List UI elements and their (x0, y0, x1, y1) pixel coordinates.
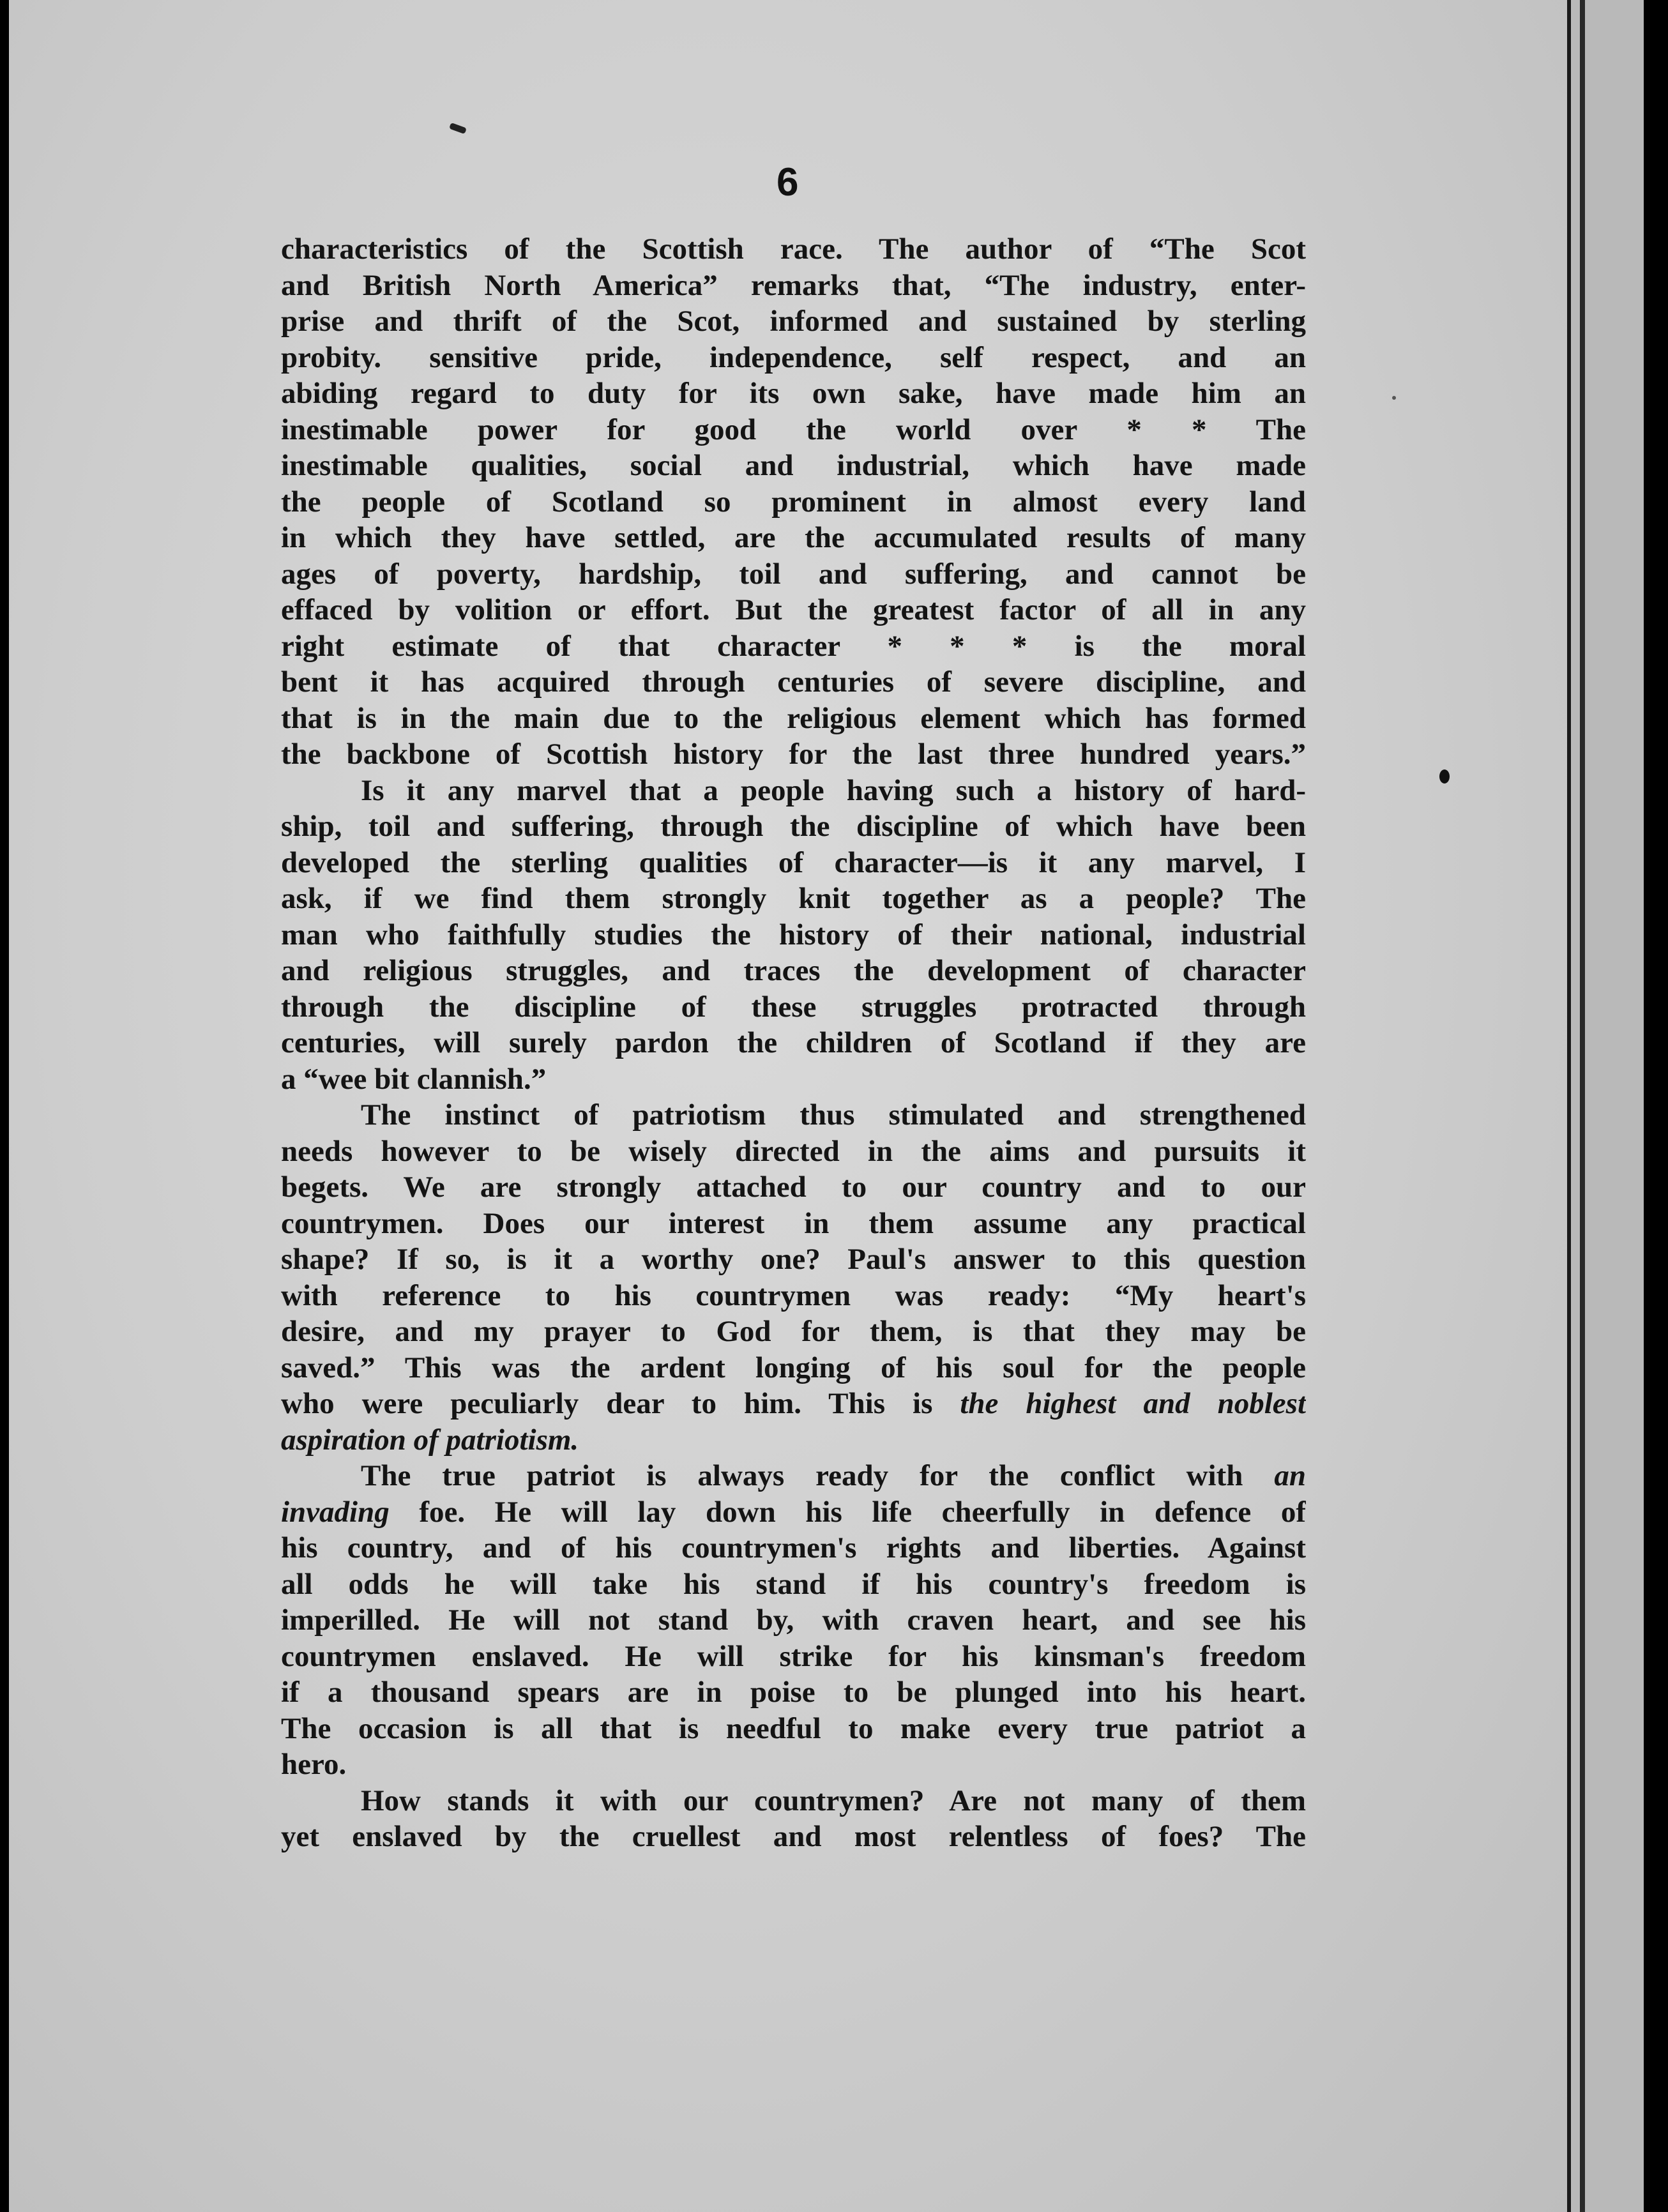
text-line: developed the sterling qualities of character—is it any marvel, I (281, 845, 1306, 879)
text-line: through the discipline of these struggles protracted through (281, 990, 1306, 1024)
text-line: aspiration of patriotism. (281, 1423, 579, 1457)
text-line: The occasion is all that is needful to make every true patriot a (281, 1711, 1306, 1745)
text-segment: The true patriot is always ready for the conflict with (361, 1459, 1243, 1492)
text-line: the people of Scotland so prominent in almost every land (281, 485, 1306, 519)
paragraph-1 (281, 231, 1306, 773)
text-line: man who faithfully studies the history of their national, industrial (281, 918, 1306, 951)
text-line: all odds he will take his stand if his country's freedom is (281, 1567, 1306, 1601)
ink-mark (449, 123, 467, 134)
paragraph-4 (281, 1458, 1306, 1783)
text-line: centuries, will surely pardon the children of Scotland if they are (281, 1026, 1306, 1059)
text-line: imperilled. He will not stand by, with craven heart, and see his (281, 1603, 1306, 1637)
text-segment: who were peculiarly dear to him. This is (281, 1387, 933, 1420)
text-line: prise and thrift of the Scot, informed and sustained by sterling (281, 305, 1306, 338)
ink-speck (1439, 769, 1450, 784)
text-line: and British North America” remarks that, “The industry, enter- (281, 268, 1306, 302)
text-line: the backbone of Scottish history for the last three hundred years.” (281, 738, 1306, 771)
text-line: begets. We are strongly attached to our country and to our (281, 1170, 1306, 1204)
text-line: right estimate of that character * * * is the moral (281, 629, 1306, 663)
text-line: characteristics of the Scottish race. The author of “The Scot (281, 232, 1306, 266)
text-line: ask, if we find them strongly knit together as a people? The (281, 882, 1306, 915)
text-line: Is it any marvel that a people having such a history of hard- (361, 773, 1306, 807)
text-line: shape? If so, is it a worthy one? Paul's answer to this question (281, 1243, 1306, 1276)
text-line: and religious struggles, and traces the development of character (281, 954, 1306, 987)
text-line: countrymen enslaved. He will strike for his kinsman's freedom (281, 1639, 1306, 1673)
paragraph-2 (281, 773, 1306, 1098)
text-line: his country, and of his countrymen's rights and liberties. Against (281, 1531, 1306, 1564)
text-line: effaced by volition or effort. But the greatest factor of all in any (281, 593, 1306, 626)
text-line: The instinct of patriotism thus stimulated and strengthened (361, 1098, 1306, 1132)
text-line: countrymen. Does our interest in them assume any practical (281, 1206, 1306, 1240)
text-line: bent it has acquired through centuries of severe discipline, and (281, 665, 1306, 699)
text-line: with reference to his countrymen was ready: “My heart's (281, 1278, 1306, 1312)
text-line: inestimable qualities, social and industrial, which have made (281, 449, 1306, 482)
scan-edge (1644, 0, 1668, 2212)
page-number: 6 (777, 160, 799, 204)
text-line: inestimable power for good the world over * * The (281, 413, 1306, 446)
adjacent-page-edge (1567, 0, 1648, 2212)
italic-word: invading (281, 1495, 390, 1529)
text-line-mixed (281, 1458, 1306, 1494)
text-line-mixed (281, 1494, 1306, 1531)
italic-phrase: the highest and noblest (960, 1387, 1306, 1420)
text-line: probity. sensitive pride, independence, self respect, and an (281, 340, 1306, 374)
text-line: ship, toil and suffering, through the discipline of which have been (281, 810, 1306, 843)
text-line: a “wee bit clannish.” (281, 1062, 547, 1096)
paragraph-3 (281, 1097, 1306, 1458)
text-line: hero. (281, 1748, 347, 1781)
text-line: abiding regard to duty for its own sake, have made him an (281, 377, 1306, 410)
body-text (281, 231, 1306, 1855)
text-line: ages of poverty, hardship, toil and suffering, and cannot be (281, 557, 1306, 591)
text-line: How stands it with our countrymen? Are not many of them (361, 1784, 1306, 1817)
paragraph-5 (281, 1783, 1306, 1855)
text-segment: foe. He will lay down his life cheerfully in defence of (419, 1495, 1306, 1529)
italic-word: an (1274, 1459, 1306, 1492)
text-line: saved.” This was the ardent longing of his soul for the people (281, 1351, 1306, 1384)
text-line: yet enslaved by the cruellest and most relentless of foes? The (281, 1820, 1306, 1853)
ink-speck (1392, 396, 1396, 400)
text-line: that is in the main due to the religious element which has formed (281, 701, 1306, 735)
text-line: if a thousand spears are in poise to be plunged into his heart. (281, 1676, 1306, 1709)
text-line: desire, and my prayer to God for them, is that they may be (281, 1315, 1306, 1348)
text-line-mixed (281, 1386, 1306, 1422)
text-line: needs however to be wisely directed in the aims and pursuits it (281, 1134, 1306, 1168)
text-line: in which they have settled, are the accumulated results of many (281, 521, 1306, 554)
